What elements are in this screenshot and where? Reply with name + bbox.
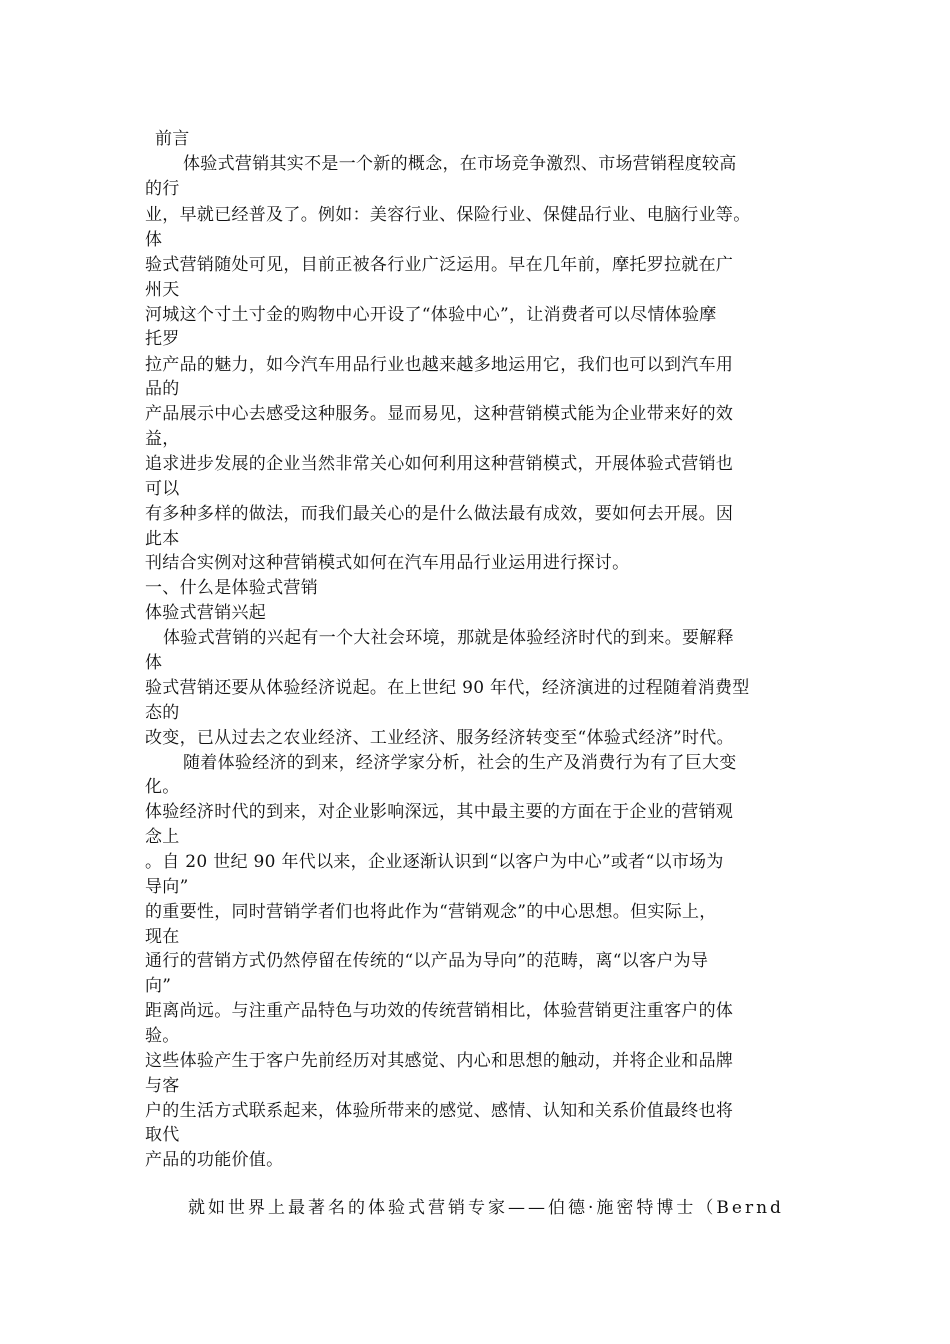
paragraph-line: 益，	[145, 429, 180, 449]
paragraph-line: 体验式营销的兴起有一个大社会环境，那就是体验经济时代的到来。要解释	[163, 628, 734, 648]
paragraph-line: 托罗	[145, 329, 180, 349]
paragraph-line: 化。	[145, 777, 180, 797]
paragraph-line: 随着体验经济的到来，经济学家分析，社会的生产及消费行为有了巨大变	[183, 753, 737, 773]
paragraph-line: 此本	[145, 529, 180, 549]
paragraph-line: 户的生活方式联系起来，体验所带来的感觉、感情、认知和关系价值最终也将	[145, 1101, 734, 1121]
paragraph-line: 有多种多样的做法，而我们最关心的是什么做法最有成效，要如何去开展。因	[145, 504, 734, 524]
paragraph-line: 的行	[145, 179, 180, 199]
paragraph-line: 。自 20 世纪 90 年代以来，企业逐渐认识到“以客户为中心”或者“以市场为	[145, 852, 724, 872]
paragraph-line: 现在	[145, 927, 180, 947]
paragraph-line: 就如世界上最著名的体验式营销专家——伯德·施密特博士（Bernd	[188, 1198, 784, 1218]
paragraph-line: 距离尚远。与注重产品特色与功效的传统营销相比，体验营销更注重客户的体	[145, 1001, 734, 1021]
paragraph-line: 可以	[145, 479, 180, 499]
paragraph-line: 业，早就已经普及了。例如：美容行业、保险行业、保健品行业、电脑行业等。	[145, 205, 751, 225]
paragraph-line: 产品的功能价值。	[145, 1150, 284, 1170]
paragraph-line: 拉产品的魅力，如今汽车用品行业也越来越多地运用它，我们也可以到汽车用	[145, 355, 734, 375]
paragraph-line: 刊结合实例对这种营销模式如何在汽车用品行业运用进行探讨。	[145, 553, 630, 573]
paragraph-line: 体	[145, 653, 163, 673]
paragraph-line: 与客	[145, 1076, 180, 1096]
paragraph-line: 念上	[145, 827, 180, 847]
paragraph-line: 产品展示中心去感受这种服务。显而易见，这种营销模式能为企业带来好的效	[145, 404, 734, 424]
paragraph-line: 改变，已从过去之农业经济、工业经济、服务经济转变至“体验式经济”时代。	[145, 728, 734, 748]
heading-preface: 前言	[155, 129, 190, 149]
paragraph-line: 取代	[145, 1125, 180, 1145]
paragraph-line: 体	[145, 230, 163, 250]
paragraph-line: 验式营销还要从体验经济说起。在上世纪 90 年代，经济演进的过程随着消费型	[145, 678, 750, 698]
paragraph-line: 的重要性，同时营销学者们也将此作为“营销观念”的中心思想。但实际上，	[145, 902, 717, 922]
paragraph-line: 通行的营销方式仍然停留在传统的“以产品为导向”的范畴，离“以客户为导	[145, 951, 709, 971]
paragraph-line: 导向”	[145, 877, 189, 897]
paragraph-line: 态的	[145, 703, 180, 723]
paragraph-line: 河城这个寸土寸金的购物中心开设了“体验中心”，让消费者可以尽情体验摩	[145, 305, 717, 325]
paragraph-line: 这些体验产生于客户先前经历对其感觉、内心和思想的触动，并将企业和品牌	[145, 1051, 734, 1071]
paragraph-line: 验。	[145, 1026, 180, 1046]
paragraph-line: 体验经济时代的到来，对企业影响深远，其中最主要的方面在于企业的营销观	[145, 802, 734, 822]
section-heading: 一、什么是体验式营销	[145, 578, 318, 598]
paragraph-line: 验式营销随处可见，目前正被各行业广泛运用。早在几年前，摩托罗拉就在广	[145, 255, 734, 275]
paragraph-line: 体验式营销其实不是一个新的概念，在市场竞争激烈、市场营销程度较高	[183, 154, 737, 174]
paragraph-line: 州天	[145, 280, 180, 300]
subsection-heading: 体验式营销兴起	[145, 603, 267, 623]
paragraph-line: 追求进步发展的企业当然非常关心如何利用这种营销模式，开展体验式营销也	[145, 454, 734, 474]
paragraph-line: 品的	[145, 379, 180, 399]
paragraph-line: 向”	[145, 976, 172, 996]
